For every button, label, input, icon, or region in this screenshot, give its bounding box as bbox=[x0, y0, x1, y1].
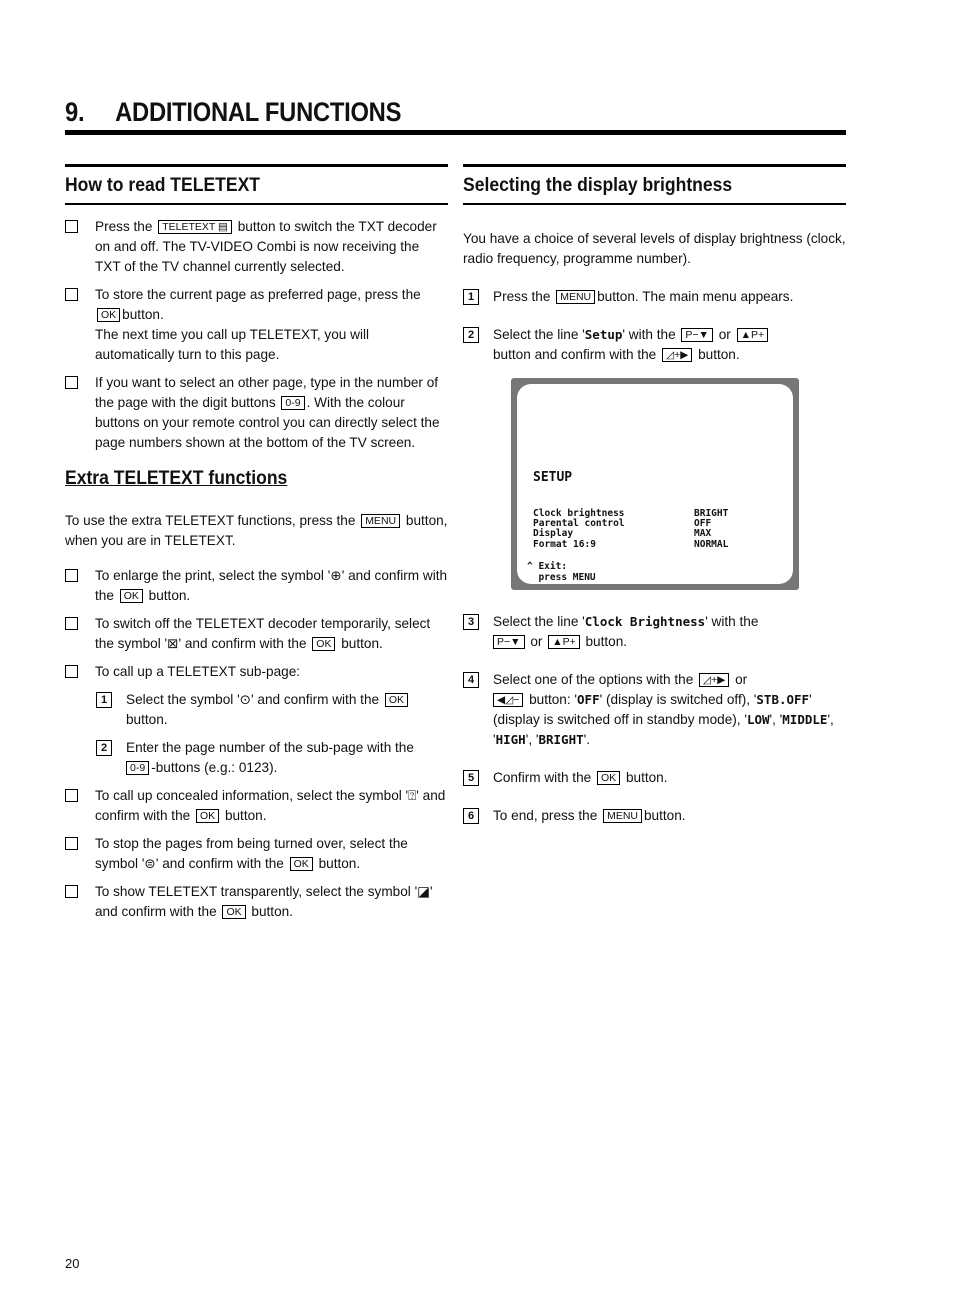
step-number: 5 bbox=[463, 770, 479, 786]
option-term: BRIGHT bbox=[538, 732, 584, 747]
item-text: Enter the page number of the sub-page with the bbox=[126, 740, 414, 755]
item-text: ', ' bbox=[769, 712, 783, 727]
item-text: ' with the bbox=[705, 614, 759, 629]
checkbox-icon bbox=[65, 288, 78, 301]
menu-key: MENU bbox=[556, 290, 595, 304]
item-text: To show TELETEXT transparently, select the symbol '◪' and confirm with the bbox=[95, 884, 433, 919]
ok-key: OK bbox=[196, 809, 219, 823]
program-down-key: P−▼ bbox=[493, 635, 525, 649]
chapter-heading bbox=[65, 97, 846, 135]
extra-intro bbox=[65, 511, 448, 551]
item-text: To end, press the bbox=[493, 808, 598, 823]
list-item bbox=[65, 285, 448, 365]
item-text: The next time you call up TELETEXT, you will automatically turn to this page. bbox=[95, 327, 370, 362]
item-text: -buttons (e.g.: 0123). bbox=[151, 760, 278, 775]
ok-key: OK bbox=[312, 637, 335, 651]
item-text: Select the line ' bbox=[493, 327, 585, 342]
item-text: button: ' bbox=[529, 692, 578, 707]
screen-row-value: OFF bbox=[694, 518, 712, 529]
list-item bbox=[65, 566, 448, 606]
list-item bbox=[65, 373, 448, 453]
item-text: button. bbox=[585, 634, 628, 649]
step-number: 4 bbox=[463, 672, 479, 688]
screen-row-value: BRIGHT bbox=[694, 508, 729, 519]
step-4 bbox=[463, 670, 846, 750]
item-text: or bbox=[530, 634, 543, 649]
screen-row-label: Format 16:9 bbox=[533, 539, 596, 550]
program-up-key: ▲P+ bbox=[737, 328, 769, 342]
item-text: To enlarge the print, select the symbol '⊕' and confirm with the bbox=[95, 568, 448, 603]
item-text: or bbox=[735, 672, 748, 687]
ok-key: OK bbox=[290, 857, 313, 871]
item-text: button. bbox=[148, 588, 191, 603]
item-text: . With the colour buttons on your remote control you can directly select the page numbers shown at the bottom of the TV screen. bbox=[95, 395, 440, 450]
item-text: To switch off the TELETEXT decoder temporarily, select the symbol '⊠' and confirm with the bbox=[95, 616, 431, 651]
option-term: HIGH bbox=[495, 732, 526, 747]
step-number: 6 bbox=[463, 808, 479, 824]
screen-row-value: MAX bbox=[694, 528, 712, 539]
intro-text: To use the extra TELETEXT functions, press the bbox=[65, 513, 356, 528]
item-text: Select one of the options with the bbox=[493, 672, 694, 687]
sub-step bbox=[65, 690, 448, 730]
digit-key: 0-9 bbox=[281, 396, 304, 410]
program-up-key: ▲P+ bbox=[548, 635, 580, 649]
item-text: To call up a TELETEXT sub-page: bbox=[95, 664, 301, 679]
screen-row-label: Display bbox=[533, 528, 574, 539]
item-text: button. bbox=[122, 307, 164, 322]
item-text: button. bbox=[224, 808, 267, 823]
item-text: ' with the bbox=[622, 327, 676, 342]
teletext-heading: How to read TELETEXT bbox=[65, 173, 261, 196]
volume-up-key: ◿+▶ bbox=[662, 348, 692, 362]
list-item bbox=[65, 614, 448, 654]
program-down-key: P−▼ bbox=[681, 328, 713, 342]
step-2 bbox=[463, 325, 846, 365]
option-term: LOW bbox=[746, 712, 770, 727]
screen-title: SETUP bbox=[533, 470, 573, 485]
right-column bbox=[463, 164, 846, 373]
item-text: button. bbox=[341, 636, 383, 651]
brightness-heading: Selecting the display brightness bbox=[463, 173, 733, 196]
step-number: 3 bbox=[463, 614, 479, 630]
item-text: To stop the pages from being turned over, select the symbol '⊜' and confirm with the bbox=[95, 836, 408, 871]
ok-key: OK bbox=[97, 308, 120, 322]
item-text: button. bbox=[698, 347, 740, 362]
right-column-steps bbox=[463, 612, 846, 834]
item-text: button. bbox=[644, 808, 686, 823]
teletext-section-header bbox=[65, 164, 448, 205]
item-text: Select the symbol '⊙' and confirm with the bbox=[126, 692, 380, 707]
list-item bbox=[65, 834, 448, 874]
step-1 bbox=[463, 287, 846, 307]
menu-term: Clock Brightness bbox=[584, 614, 706, 629]
step-number: 1 bbox=[96, 692, 112, 708]
ok-key: OK bbox=[385, 693, 408, 707]
page-number: 20 bbox=[65, 1256, 80, 1271]
step-3 bbox=[463, 612, 846, 652]
item-text: To store the current page as preferred page, press the bbox=[95, 287, 421, 302]
step-number: 2 bbox=[463, 327, 479, 343]
chapter-number: 9. bbox=[65, 97, 85, 127]
item-text: button. The main menu appears. bbox=[597, 289, 794, 304]
checkbox-icon bbox=[65, 569, 78, 582]
list-item bbox=[65, 786, 448, 826]
menu-key: MENU bbox=[361, 514, 400, 528]
list-item bbox=[65, 882, 448, 922]
tv-screen-illustration bbox=[511, 378, 799, 590]
step-6 bbox=[463, 806, 846, 826]
checkbox-icon bbox=[65, 220, 78, 233]
extra-section-header bbox=[65, 467, 448, 497]
menu-term: Setup bbox=[584, 327, 623, 342]
volume-up-key: ◿+▶ bbox=[699, 673, 729, 687]
item-text: ' (display is switched off), ' bbox=[599, 692, 757, 707]
item-text: button. bbox=[318, 856, 361, 871]
checkbox-icon bbox=[65, 885, 78, 898]
item-text: Confirm with the bbox=[493, 770, 592, 785]
chapter-title: ADDITIONAL FUNCTIONS bbox=[115, 97, 402, 127]
extra-heading: Extra TELETEXT functions bbox=[65, 467, 288, 489]
item-text: button and confirm with the bbox=[493, 347, 657, 362]
item-text: Press the bbox=[95, 219, 153, 234]
brightness-intro: You have a choice of several levels of display brightness (clock, radio frequency, programme number). bbox=[463, 231, 846, 266]
item-text: button. bbox=[126, 712, 168, 727]
ok-key: OK bbox=[597, 771, 620, 785]
ok-key: OK bbox=[222, 905, 245, 919]
left-column bbox=[65, 164, 448, 930]
item-text: If you want to select an other page, type in the number of the page with the digit buttons bbox=[95, 375, 439, 410]
item-text: button. bbox=[251, 904, 293, 919]
list-item bbox=[65, 217, 448, 277]
step-5 bbox=[463, 768, 846, 788]
ok-key: OK bbox=[120, 589, 143, 603]
checkbox-icon bbox=[65, 617, 78, 630]
checkbox-icon bbox=[65, 665, 78, 678]
step-number: 1 bbox=[463, 289, 479, 305]
item-text: ', ' bbox=[525, 732, 539, 747]
intro-text: button, when you are in TELETEXT. bbox=[65, 513, 448, 548]
item-text: To call up concealed information, select the symbol '⍰' and confirm with the bbox=[95, 788, 446, 823]
brightness-section-header bbox=[463, 164, 846, 205]
screen-row-label: Clock brightness bbox=[533, 508, 625, 519]
item-text: ' (display is switched off in standby mode), ' bbox=[493, 692, 812, 727]
digit-key: 0-9 bbox=[126, 761, 149, 775]
item-text: or bbox=[718, 327, 731, 342]
option-term: MIDDLE bbox=[782, 712, 828, 727]
item-text: Press the bbox=[493, 289, 551, 304]
sub-step bbox=[65, 738, 448, 778]
step-number: 2 bbox=[96, 740, 112, 756]
option-term: OFF bbox=[577, 692, 600, 707]
checkbox-icon bbox=[65, 376, 78, 389]
screen-exit-line: ^ Exit: bbox=[527, 561, 568, 572]
list-item bbox=[65, 662, 448, 682]
item-text: Select the line ' bbox=[493, 614, 585, 629]
menu-key: MENU bbox=[603, 809, 642, 823]
item-text: button to switch the TXT decoder on and off. The TV-VIDEO Combi is now receiving the TXT of the TV channel currently selected. bbox=[95, 219, 437, 274]
option-term: STB.OFF bbox=[756, 692, 810, 707]
item-text: '. bbox=[583, 732, 590, 747]
checkbox-icon bbox=[65, 789, 78, 802]
tv-screen bbox=[517, 384, 793, 584]
checkbox-icon bbox=[65, 837, 78, 850]
screen-row-value: NORMAL bbox=[694, 539, 729, 550]
item-text: ', ' bbox=[493, 712, 834, 747]
item-text: button. bbox=[625, 770, 668, 785]
teletext-key: TELETEXT ▤ bbox=[158, 220, 232, 234]
screen-row-label: Parental control bbox=[533, 518, 625, 529]
screen-exit-line: press MENU bbox=[527, 572, 596, 583]
volume-down-key: ◀◿− bbox=[493, 693, 523, 707]
